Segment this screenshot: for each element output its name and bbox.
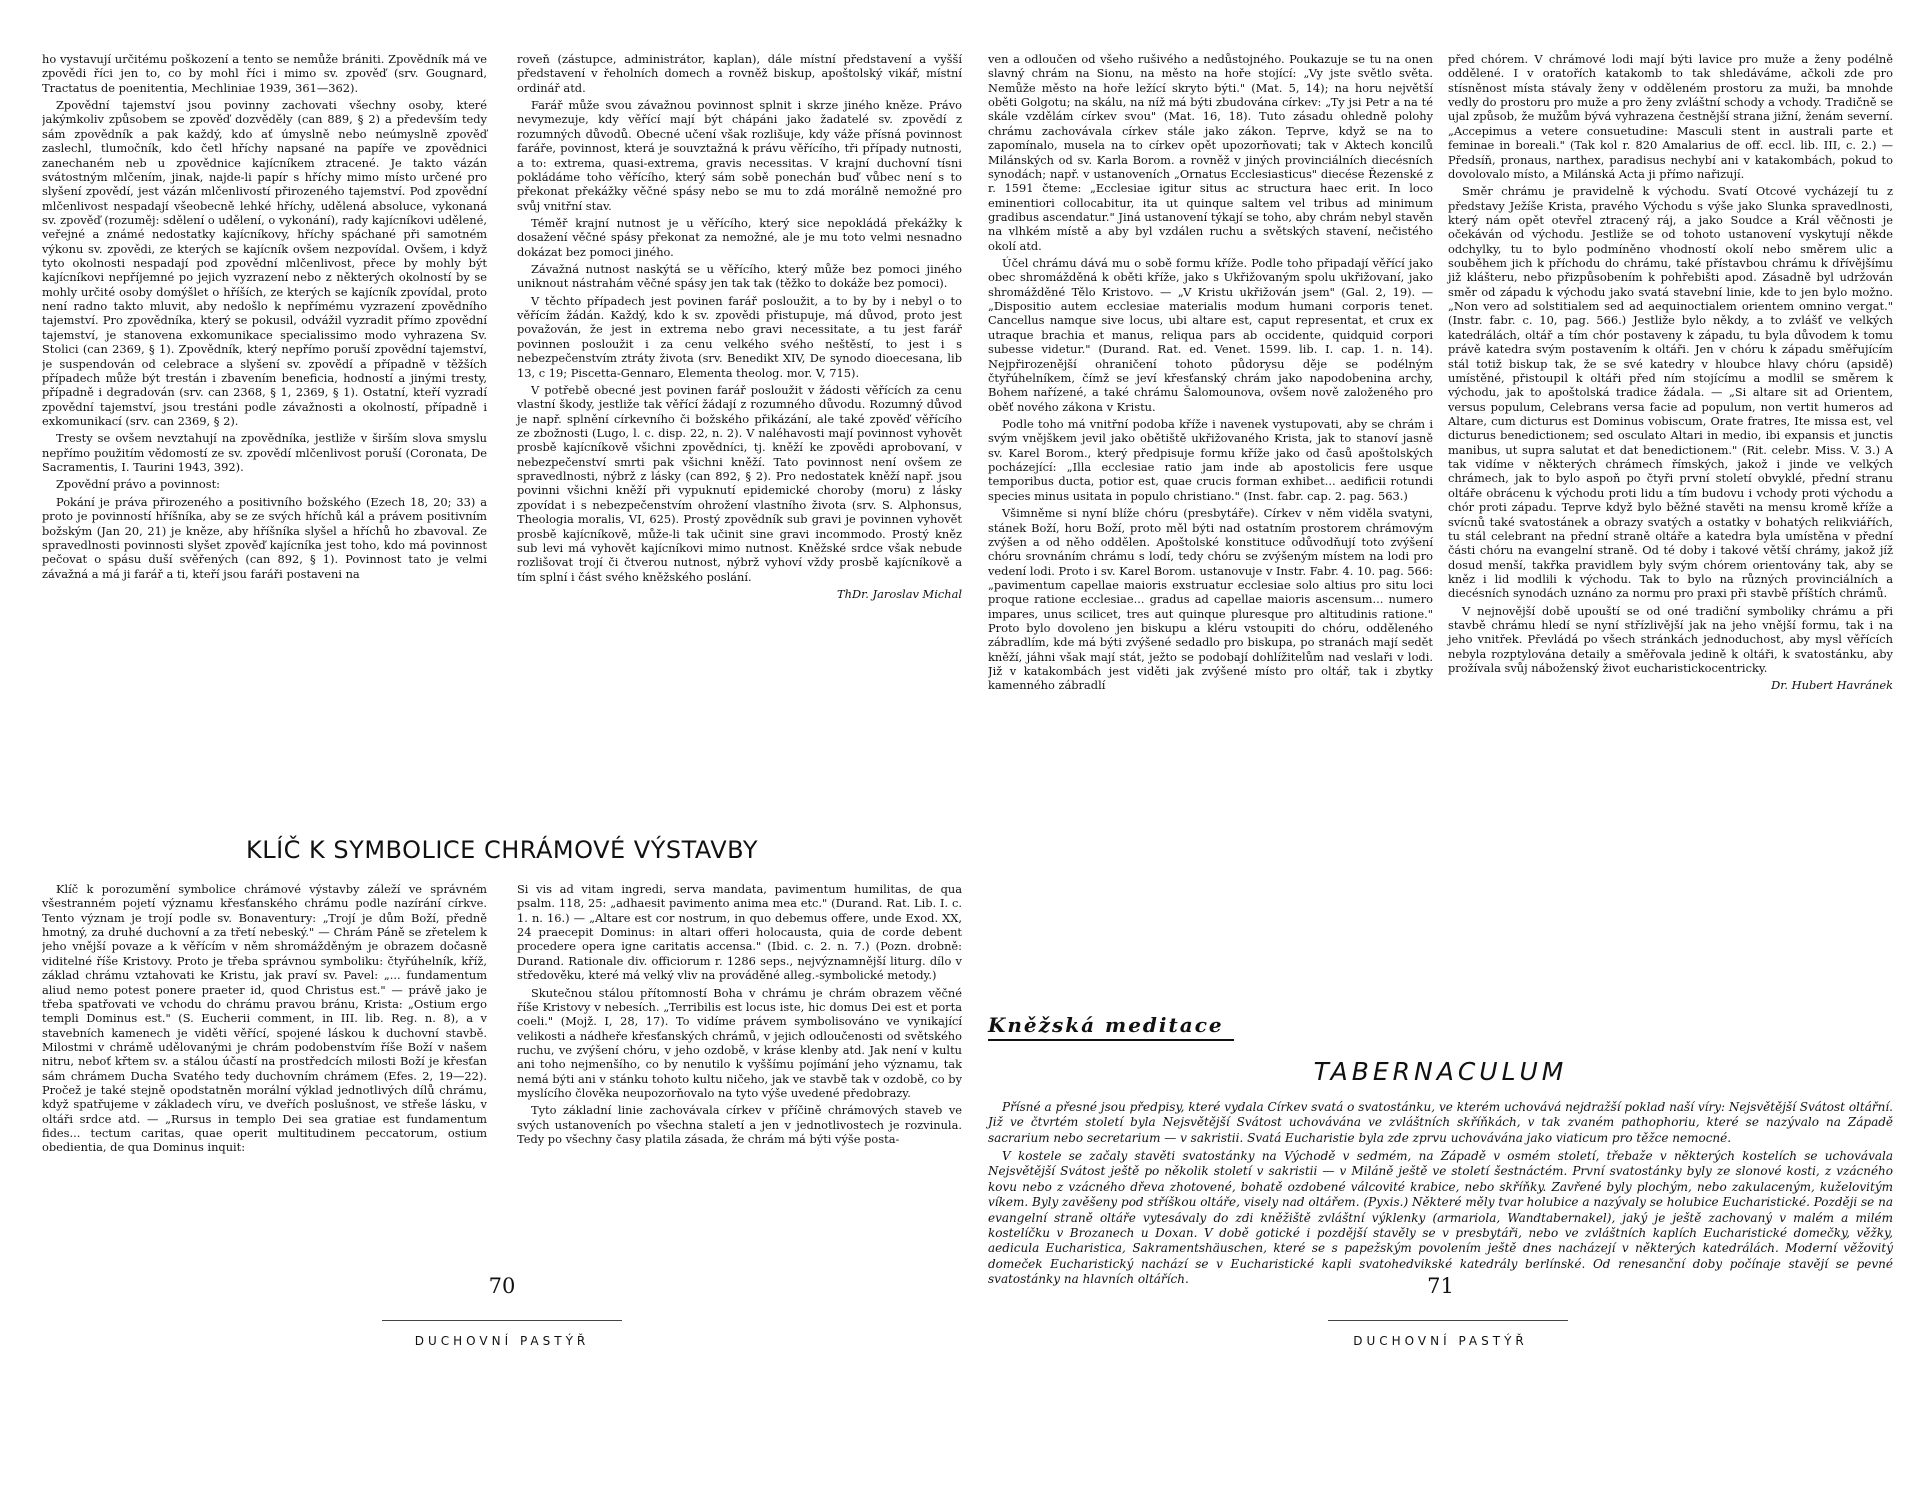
left-page-top-columns [42, 52, 962, 820]
paragraph: V těchto případech jest povinen farář posloužit, a to by by i nebyl o to věřícím žádán. Každý, kdo k sv. zpovědi přistupuje, má důvod, proto jest považován, že jest in extrema nebo gravi necessitate, a tu jest farář povinnen posloužit i za cenu velkého svého neštěstí, to jest i s nebezpečenstvím ztráty života (srv. Benedikt XIV, De synodo dioecesana, lib 13, c 19; Piscetta-Gennaro, Elementa theolog. mor. V, 715). [517, 293, 962, 380]
paragraph: V kostele se začaly stavěti svatostánky na Východě v sedmém, na Západě v osmém století, třebaže v některých kostelích se uchovávala Nejsvětější Svátost ještě po několik století v sakristii — v Miláně ještě ve století šestnáctém. První svatostánky byly ze slonové kosti, z vzácného kovu nebo z vzácného dřeva zhotovené, bohatě ozdobené válcovité krabice, nebo skříňky. Zavřené byly plochým, nebo zakulaceným, kuželovitým víkem. Byly zavěšeny pod stříškou oltáře, visely nad oltářem. (Pyxis.) Některé měly tvar holubice a nazývaly se holubice Eucharistické. Později se na evangelní straně oltáře vytesávaly do zdi kněžiště zvláštní výklenky (armariola, Wandtabernakel), jaký je ještě zachovaný v malém a milém kostelíčku v Brozanech u Doxan. V době gotické i pozdější stavěly se v presbytáři, nebo ve zvláštních kaplích Eucharistické domečky, věžky, aedicula Eucharistica, Sakramentshäuschen, které se s papežským povolením ještě dnes nacházejí v některých katedrálách. Moderní věžovitý domeček Eucharistický nachází se v Eucharistické kapli svatohedvikské katedrály berlínské. Od renesanční doby počínaje stavějí se pevné svatostánky na hlavních oltářích. [988, 1149, 1893, 1286]
paragraph: Zpovědní tajemství jsou povinny zachovati všechny osoby, které jakýmkoliv způsobem se zpověď dozvěděly (can 889, § 2) a především tedy sám zpovědník a pak každý, kdo ať úmyslně nebo neúmyslně zpověď zaslechl, tlumočník, kdo četl hříchy napsané na papíře ve zpovědnici zanechaném neb u zpovědnice kajícníkem ztracené. Je takto vázán svátostným mlčením, jinak, najde-li papír s hříchy mimo místo určené pro slyšení zpovědí, jest vázán mlčenlivostí přirozeného tajemství. Pod zpovědní mlčenlivost nespadají všeobecně lehké hříchy, udělená absoluce, vykonaná sv. zpověď (rozuměj: sdělení o udělení, o vykonání), rady kajícníkovi udělené, veřejné a známé nedostatky kajícníkovy, hříchy spáchané při samotném výkonu sv. zpovědi, ze kterých se kajícník ovšem nezpovídal. Ovšem, i když tyto okolnosti nespadají pod zpovědní mlčenlivost, přece by mohly být kajícníkovi nepříjemné po jejich vyzrazení nebo z některých okolností by se mohly určité osoby domýšlet o hříších, ze kterých se kajícník zpovídal, proto není radno takto mluvit, aby nedošlo k nepřímému vyzrazení zpovědního tajemství. Pro zpovědníka, který se pokusil, odvážil vyzradit přímo zpovědní tajemství, je stanovena exkomunikace specialissimo modo vyhrazena Sv. Stolici (can 2369, § 1). Zpovědník, který nepřímo poruší zpovědní tajemství, je suspendován od celebrace a slyšení sv. zpovědí a případně v těžších případech může být trestán i zbavením beneficia, hodností a jinými tresty, případně i degradován (srv. can 2368, § 1, 2369, § 1). Ostatní, kteří vyzradí zpovědní tajemství, jsou trestáni podle závažnosti a okolností, případně i exkomunikací (srv. can 2369, § 2). [42, 98, 487, 428]
paragraph: ho vystavují určitému poškození a tento se nemůže brániti. Zpovědník má ve zpovědi říci jen to, co by mohl říci i mimo sv. zpověď (srv. Gougnard, Tractatus de poenitentia, Mechliniae 1939, 361—362). [42, 52, 487, 95]
paragraph: Účel chrámu dává mu o sobě formu kříže. Podle toho připadají věřící jako obec shromážděná k oběti kříže, jako s Ukřižovaným spolu ukřižovaní, jako shromážděné Tělo Kristovo. — „V Kristu ukřižován jsem" (Gal. 2, 19). — „Dispositio autem ecclesiae materialis modum humani corporis tenet. Cancellus namque sive locus, ubi altare est, caput representat, et crux ex utraque brachia et manus, reliqua pars ab occidente, quidquid corpori subesse videtur." (Durand. Rat. ed. Venet. 1599. lib. I. cap. 1. n. 14). Nejpřirozenější ohraničení tohoto půdorysu děje se podélným čtyřúhelníkem, čímž se jeví křesťanský chrám jako napodobenina archy, Bohem nařízené, a také chrámu Šalomounova, ovšem nově založeného pro oběť nového zákona v Kristu. [988, 256, 1433, 414]
right-page-top-columns [988, 52, 1893, 1007]
meditation-title: TABERNACULUM [1313, 1057, 1568, 1086]
page-number: 70 [488, 1274, 516, 1298]
paragraph: Tresty se ovšem nevztahují na zpovědníka, jestliže v širším slova smyslu nepřímo použitím vědomostí ze sv. zpovědí mlčenlivost poruší (Coronata, De Sacramentis, I. Taurini 1943, 392). [42, 431, 487, 475]
paragraph: Zpovědní právo a povinnost: [56, 477, 221, 492]
author-signature: Dr. Hubert Havránek [1771, 678, 1893, 693]
section-label: Kněžská meditace [988, 1013, 1234, 1041]
paragraph: Směr chrámu je pravidelně k východu. Svatí Otcové vycházejí tu z představy Ježíše Krista, pravého Východu s výše jako Slunka spravedlnosti, který nám opět otevřel ztracený ráj, a jako Soudce a Král věčnosti je očekáván od východu. Jestliže se od tohoto ustanovení vyskytují někde odchylky, tu to bylo podmíněno vhodností okolí nebo směrem ulic a souběhem jich k příchodu do chrámu, také přístavbou chrámu k dřívějšímu již klášteru, nebo přizpůsobením k pohřebišti apod. Zásadně byl udržován směr od západu k východu jako svatá stavební linie, kde to jen bylo možno. „Non vero ad solstitialem sed ad aequinoctialem orientem omnino vergat." (Instr. fabr. c. 10, pag. 566.) Jestliže bylo někdy, a to zvlášť ve velkých katedrálách, oltář a tím chór postaveny k západu, tu byla důvodem k tomu právě katedra svým postavením k oltáři. Jen v chóru k západu směřujícím stál totiž biskup tak, že se své katedry v hloubce hlavy chóru (apsidě) umístěné, přistoupil k oltáři před ním stojícímu a modlil se směrem k východu, jak to apoštolská tradice žádala. — „Si altare sit ad Orientem, versus populum, Celebrans versa facie ad populum, non vertit humeros ad Altare, cum dicturus est Dominus vobiscum, Orate fratres, Ite missa est, vel dicturus benedictionem; sed osculato Altari in medio, ibi expansis et junctis manibus, ut supra salutat et dat benedictionem." (Rit. celebr. Miss. V. 3.) A tak vidíme v některých chrámech římských, jakož i jinde ve velkých chrámech, jak to bylo aspoň po čtyři první století obvyklé, přední stranu oltáře obrácenu k východu proti lidu a tím budovu i vchody proti východu a chór proti západu. Teprve když bylo běžné stavěti na mensu kromě kříže a svícnů také svatostánek a obrazy svatých a ostatky v bohatých relikviářích, tu stál celebrant na přední straně oltáře a katedra byla umístěna v přední části chóru na evangelní straně. Od té doby i takové větší chrámy, jakož jíž dosud menší, takřka pravidlem byly svým chórem orientovány tak, aby se kněz i lid modlili k východu. Tak to bylo na různých provinciálních a diecésních synodách uznáno za normu pro praxi při stavbě příštích chrámů. [1448, 184, 1893, 601]
left-page-bottom-columns [42, 882, 962, 1274]
left-bottom-column-2 [517, 882, 962, 1274]
article-title: KLÍČ K SYMBOLICE CHRÁMOVÉ VÝSTAVBY [245, 836, 758, 864]
paragraph: V nejnovější době upouští se od oné tradiční symboliky chrámu a při stavbě chrámu hledí se nyní střízlivější jak na jeho vnější formu, tak i na jeho vnitřek. Převládá po všech stránkách jednoduchost, aby mysl věřících nebyla rozptylována detaily a směřovala jedině k oltáři, k svatostánku, aby prožívala svůj náboženský život eucharistickocentricky. [1448, 603, 1893, 676]
paragraph: V potřebě obecné jest povinen farář posloužit v žádosti věřících za cenu vlastní škody, jestliže tak věřící žádají z rozumného důvodu. Rozumný důvod je např. splnění církevního či božského přikázání, ale také zpověď věřícího ze zbožnosti (Lugo, l. c. disp. 22, n. 2). V naléhavosti mají povinnost vyhovět prosbě kajícníkově všichni zpovědníci, tj. kněží ke zpovědi aprobovaní, v nebezpečenství smrti pak všichni kněží. Tato povinnost není ovšem ze spravedlnosti, nýbrž z lásky (can 892, § 2). Pro nedostatek kněží např. jsou povinni všichni kněží při vypuknutí epidemické choroby (moru) z lásky zpovídat i s nebezpečenstvím ohrožení vlastního života (srv. S. Alphonsus, Theologia moralis, VI, 625). Prostý zpovědník sub gravi je povinnen vyhovět prosbě kajícníkově, může-li tak učinit sine gravi incommodo. Prostý kněz sub levi má vyhovět kajícníkovi mimo nutnost. Kněžské srdce však nebude rozlišovat trojí či čtverou nutnost, nýbrž vyhoví vždy prosbě kajícníkově a tím splní i část svého kněžského poslání. [517, 382, 962, 584]
author-signature: ThDr. Jaroslav Michal [837, 586, 962, 601]
paragraph: roveň (zástupce, administrátor, kaplan), dále místní představení a vyšší představení v řeholních domech a rovněž biskup, apoštolský vikář, místní ordinář atd. [517, 52, 962, 95]
paragraph: Pokání je práva přirozeného a positivního božského (Ezech 18, 20; 33) a proto je povinností hříšníka, aby se ze svých hříchů kál a právem positivním božským (Jan 20, 21) je kněze, aby hříšníka slyšel a hříchů ho zbavoval. Ze spravedlnosti povinnosti slyšet zpověď kajícníka jest toho, kdo má povinnost pečovat o spásu duší svěřených (can 892, § 1). Povinnost tato je velmi závažná a má ji farář a ti, kteří jsou faráři postaveni na [42, 494, 487, 581]
paragraph: Farář může svou závažnou povinnost splnit i skrze jiného kněze. Právo nevymezuje, kdy věřící mají být chápáni jako žadatelé sv. zpovědí z rozumných důvodů. Obecné učení však rozlišuje, kdy váže přísná povinnost faráře, povinnost, která je souvztažná k právu věřícího, tři případy nutnosti, a to: extrema, quasi-extrema, gravis necessitas. V krajní duchovní tísni pokládáme toho věřícího, který sám sobě ponechán buď vůbec není s to překonat překážky věčné spásy nebo se mu to zdá morálně nemožné pro svůj vnitřní stav. [517, 98, 962, 213]
footer-divider [382, 1320, 622, 1321]
paragraph: Skutečnou stálou přítomností Boha v chrámu je chrám obrazem věčné říše Kristovy v nebesích. „Terribilis est locus iste, hic domus Dei est et porta coeli." (Mojž. I, 28, 17). To vidíme právem symbolisováno ve vynikající velikosti a nádheře křesťanských chrámů, v jejich odloučenosti od světského ruchu, ve zvýšení chóru, v jeho ozdobě, v kráse klenby atd. Jak není v kultu ani toho nejmenšího, co by nenutilo k vyššímu pojímání jeho významu, tak nemá býti ani v stánku tohoto kultu ničeho, jak ve stavbě tak v ozdobě, co by myslícího člověka neupozorňovalo na tyto výše uvedené předobrazy. [517, 985, 962, 1101]
meditation-text [988, 1100, 1893, 1287]
footer-divider [1328, 1320, 1568, 1321]
left-page [42, 52, 962, 1472]
paragraph: Závažná nutnost naskýtá se u věřícího, který může bez pomoci jiného uniknout nástrahám věčné spásy jen tak tak (těžko to dokáže bez pomoci). [517, 262, 962, 291]
right-top-column-2 [1448, 52, 1893, 1007]
page-number: 71 [1427, 1274, 1454, 1298]
left-top-column-2 [517, 52, 962, 820]
paragraph: Klíč k porozumění symbolice chrámové výstavby záleží ve správném všestranném pojetí významu křesťanského chrámu podle nazírání církve. Tento význam je trojí podle sv. Bonaventury: „Trojí je dům Boží, předně hmotný, za druhé duchovní a za třetí nebeský." — Chrám Páně se zřetelem k jeho vnější povaze a k věřícím v něm shromážděným je obrazem dočasně viditelné říše Kristovy. Proto je třeba správnou symboliku: čtyřúhelník, kříž, základ chrámu vztahovati ke Kristu, jak praví sv. Pavel: „... fundamentum aliud nemo potest ponere praeter id, quod Christus est." — právě jako je třeba spatřovati ve vchodu do chrámu pravou bránu, Krista: „Ostium ergo templi Dominus est." (S. Eucherii comment, in III. lib. Reg. n. 8), a v stavebních kamenech je viděti věřící, spojené láskou k duchovní stavbě. Milostmi v chrámě udělovanými je chrám podobenstvím říše Boží v našem nitru, neboť křtem sv. a stálou účastí na prostředcích milosti Boží je křesťan sám chrámem Ducha Svatého tedy duchovním chrámem (Efes. 2, 19—22). Pročež je také stejně opodstatněn morální výklad jednotlivých dílů chrámu, když spatřujeme v základech víru, ve dveřích poslušnost, ve střeše lásku, v oltáři srdce atd. — „Rursus in templo Dei sea gratiae est fundamentum fides... tectum caritas, quae operit multitudinem peccatorum, ostium obedientia, de qua Dominus inquit: [42, 882, 487, 1155]
right-top-column-1 [988, 52, 1433, 1007]
journal-name: DUCHOVNÍ PASTÝŘ [1353, 1334, 1528, 1348]
journal-name: DUCHOVNÍ PASTÝŘ [414, 1334, 590, 1348]
paragraph: ven a odloučen od všeho rušivého a nedůstojného. Poukazuje se tu na onen slavný chrám na Sionu, na město na hoře stojící: „Vy jste světlo světa. Nemůže město na hoře ležící skryto býti." (Mat. 5, 14); na horu největší oběti Golgotu; na skálu, na níž má býti zbudována církev: „Ty jsi Petr a na té skále vzdělám církev svou" (Mat. 16, 18). Tuto zásadu ohledně polohy chrámu zachovávala církev stále jako zákon. Teprve, když se na to zapomínalo, musela na to církev opět upozorňovati; tak v Aktech koncilů Milánských od sv. Karla Borom. a rovněž v jiných provinciálních diecésních synodách; např. v ustanoveních „Ornatus Ecclesiasticus" diecése Řezenské z r. 1591 čteme: „Ecclesiae igitur situs ac structura haec erit. In loco eminentiori collocabitur, ita ut quinque saltem vel tribus ad minimum gradibus ascendatur." Jiná ustanovení týkají se toho, aby chrám nebyl stavěn na vlhkém místě a aby byl vzdálen ruchu a světských stavení, nečistého okolí atd. [988, 52, 1433, 253]
paragraph: Podle toho má vnitřní podoba kříže i navenek vystupovati, aby se chrám i svým vnějškem jevil jako obětiště ukřižovaného Krista, jak to stanoví jasně sv. Karel Borom., který předpisuje formu kříže jako od časů apoštolských pocházející: „Illa ecclesiae ratio jam inde ab apostolicis fere usque temporibus ducta, potior est, quae crucis forman exhibet... aedificii rotundi species minus usitata in populo christiano." (Inst. fabr. cap. 2. pag. 563.) [988, 416, 1433, 503]
right-page [988, 52, 1893, 1472]
left-top-column-1 [42, 52, 487, 820]
paragraph: Přísné a přesné jsou předpisy, které vydala Církev svatá o svatostánku, ve kterém uchovává nejdražší poklad naší víry: Nejsvětější Svátost oltářní. Již ve čtvrtém století byla Nejsvětější Svátost uchovávána ve zvláštních skříňkách, v tak zvaném pathophoriu, které se nazývalo na Západě sacrarium nebo secretarium — v sakristii. Svatá Eucharistie byla zde zprvu uchovávána jako viaticum pro těžce nemocné. [988, 1100, 1893, 1145]
left-bottom-column-1 [42, 882, 487, 1274]
paragraph: Téměř krajní nutnost je u věřícího, který sice nepokládá překážky k dosažení věčné spásy překonat za nemožné, ale je mu toto velmi nesnadno dokázat bez pomoci jiného. [517, 215, 962, 259]
paragraph: Tyto základní linie zachovávala církev v příčině chrámových staveb ve svých ustanoveních po všechna staletí a jen v jednotlivostech je rozvinula. Tedy po všechny časy platila zásada, že chrám má býti výše posta- [517, 1103, 962, 1147]
paragraph: Si vis ad vitam ingredi, serva mandata, pavimentum humilitas, de qua psalm. 118, 25: „adhaesit pavimento anima mea etc." (Durand. Rat. Lib. I. c. 1. n. 16.) — „Altare est cor nostrum, in quo debemus offere, unde Exod. XX, 24 praecepit Dominus: in altari offeri holocausta, quia de corde debent procedere opera igne caritatis accensa." (Ibid. c. 2. n. 7.) (Pozn. drobně: Durand. Rationale div. officiorum r. 1286 seps., nejvýznamnější liturg. dílo v středověku, které má velký vliv na prováděné alleg.-symbolické metody.) [517, 882, 962, 983]
paragraph: Všimněme si nyní blíže chóru (presbytáře). Církev v něm viděla svatyni, stánek Boží, horu Boží, proto měl býti nad ostatním prostorem chrámovým zvýšen a od něho oddělen. Apoštolské konstituce odůvodňují toto zvýšení chóru srovnáním chrámu s lodí, tedy chóru se zvýšeným místem na lodi pro vedení lodi. Proto i sv. Karel Borom. ustanovuje v Instr. Fabr. 4. 10. pag. 566: „pavimentum capellae maioris exstruatur ecclesiae solo altius pro situ loci proque ratione ecclesiae... gradus ad capellae maioris ascensum... numero impares, unus scilicet, tres aut quinque pluresque pro altitudinis ratione." Proto bylo dovoleno jen biskupu a kléru vstoupiti do chóru, odděleného zábradlím, kde má býti zvýšené sedadlo pro biskupa, po stranách mají sedět kněží, jáhni však mají stát, ježto se podobají dohlížitelům nad veslaři v lodi. Již v katakombách jest viděti jak zvýšené místo pro oltář, tak i zbytky kamenného zábradlí [988, 506, 1433, 693]
paragraph: před chórem. V chrámové lodi mají býti lavice pro muže a ženy podélně oddělené. I v oratořích katakomb to tak shledáváme, ačkoli zde pro stísněnost místa stávaly ženy v odděleném prostoru za muži, ba mnohde vedly do prostoru pro muže a pro ženy zvláštní schody a vchody. Tradičně se ujal způsob, že mužům bývá vyhrazena čestnější strana jižní, ženám severní. „Accepimus a vetere consuetudine: Masculi stent in australi parte et feminae in boreali." (Tak kol r. 820 Amalarius de off. eccl. lib. III, c. 2.) — Předsíň, pronaus, narthex, paradisus nechybí ani v katakombách, pokud to dovolovalo místo, a Milánská Acta ji přímo nařizují. [1448, 52, 1893, 181]
